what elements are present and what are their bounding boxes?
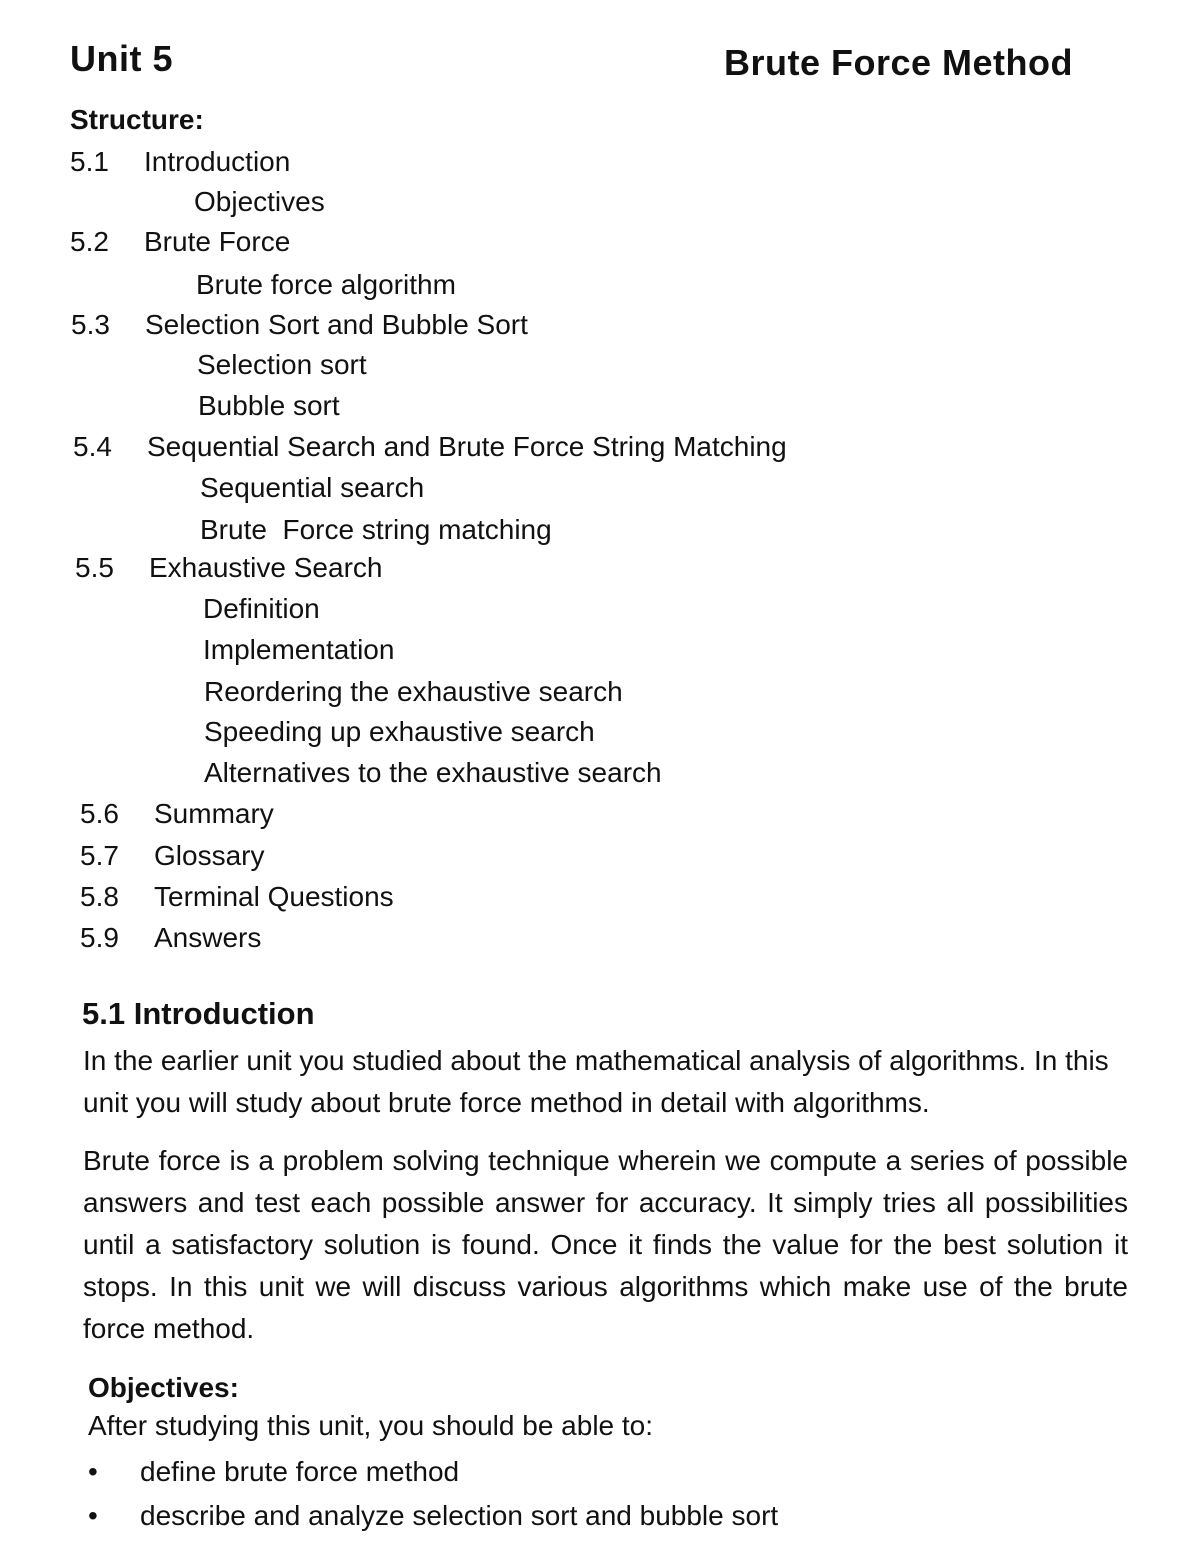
toc-subentry	[204, 716, 595, 748]
toc-label: Introduction	[144, 146, 291, 177]
objective-item	[88, 1500, 778, 1532]
toc-number: 5.7	[80, 840, 119, 871]
objectives-heading: Objectives:	[88, 1372, 239, 1403]
bullet-icon: •	[88, 1456, 98, 1487]
toc-label: Glossary	[154, 840, 265, 871]
toc-label: Definition	[203, 593, 320, 624]
structure-heading: Structure:	[70, 104, 204, 135]
toc-subentry	[204, 676, 623, 708]
toc-number: 5.6	[80, 798, 119, 829]
toc-label: Objectives	[194, 186, 325, 217]
toc-subentry	[197, 349, 367, 381]
unit-label: Unit 5	[70, 38, 174, 79]
toc-label: Sequential search	[200, 472, 425, 503]
toc-subentry	[196, 269, 456, 301]
section-heading-introduction: 5.1 Introduction	[82, 996, 315, 1031]
toc-subentry	[194, 186, 325, 218]
objective-item	[88, 1456, 459, 1488]
toc-label: Sequential Search and Brute Force String Matching	[147, 431, 787, 462]
toc-label: Terminal Questions	[154, 881, 394, 912]
toc-subentry	[203, 593, 320, 625]
toc-number: 5.5	[75, 552, 114, 583]
toc-label: Brute Force	[144, 226, 291, 257]
toc-label: Bubble sort	[198, 390, 340, 421]
toc-subentry	[200, 514, 552, 546]
toc-label: Reordering the exhaustive search	[204, 676, 623, 707]
toc-entry-5-5	[75, 552, 382, 584]
toc-subentry	[198, 390, 340, 422]
objective-text: describe and analyze selection sort and bubble sort	[140, 1500, 779, 1531]
toc-entry-5-2	[70, 226, 290, 258]
toc-number: 5.9	[80, 922, 119, 953]
toc-label: Selection Sort and Bubble Sort	[145, 309, 528, 340]
toc-entry-5-9	[80, 922, 261, 954]
unit-title: Brute Force Method	[724, 42, 1074, 83]
objective-text: define brute force method	[140, 1456, 460, 1487]
objectives-lead: After studying this unit, you should be able to:	[88, 1410, 654, 1441]
toc-number: 5.2	[70, 226, 109, 257]
bullet-icon: •	[88, 1500, 98, 1531]
toc-subentry	[200, 472, 424, 504]
toc-entry-5-6	[80, 798, 274, 830]
toc-label: Exhaustive Search	[149, 552, 383, 583]
toc-label: Implementation	[203, 634, 395, 665]
toc-label: Speeding up exhaustive search	[204, 716, 595, 747]
toc-label: Brute Force string matching	[200, 514, 552, 545]
toc-number: 5.1	[70, 146, 109, 177]
toc-entry-5-4	[73, 431, 787, 463]
intro-paragraph: In the earlier unit you studied about the mathematical analysis of algorithms. In this unit you will study about brute force method in detail with algorithms.	[83, 1045, 1109, 1118]
toc-number: 5.3	[71, 309, 110, 340]
toc-subentry	[203, 634, 394, 666]
toc-entry-5-7	[80, 840, 264, 872]
toc-label: Answers	[154, 922, 262, 953]
toc-number: 5.4	[73, 431, 112, 462]
toc-label: Summary	[154, 798, 274, 829]
toc-number: 5.8	[80, 881, 119, 912]
toc-entry-5-1	[70, 146, 290, 178]
toc-subentry	[204, 757, 662, 789]
toc-label: Selection sort	[197, 349, 367, 380]
brute-force-paragraph: Brute force is a problem solving technique wherein we compute a series of possible answers and test each possible answer for accuracy. It simply tries all possibilities until a satisfactory solution is found. Once it finds the value for the best solution it stops. In this unit we will discuss various algorithms which make use of the brute force method.	[83, 1145, 1128, 1344]
toc-entry-5-8	[80, 881, 394, 913]
toc-label: Alternatives to the exhaustive search	[204, 757, 662, 788]
toc-label: Brute force algorithm	[196, 269, 456, 300]
toc-entry-5-3	[71, 309, 528, 341]
